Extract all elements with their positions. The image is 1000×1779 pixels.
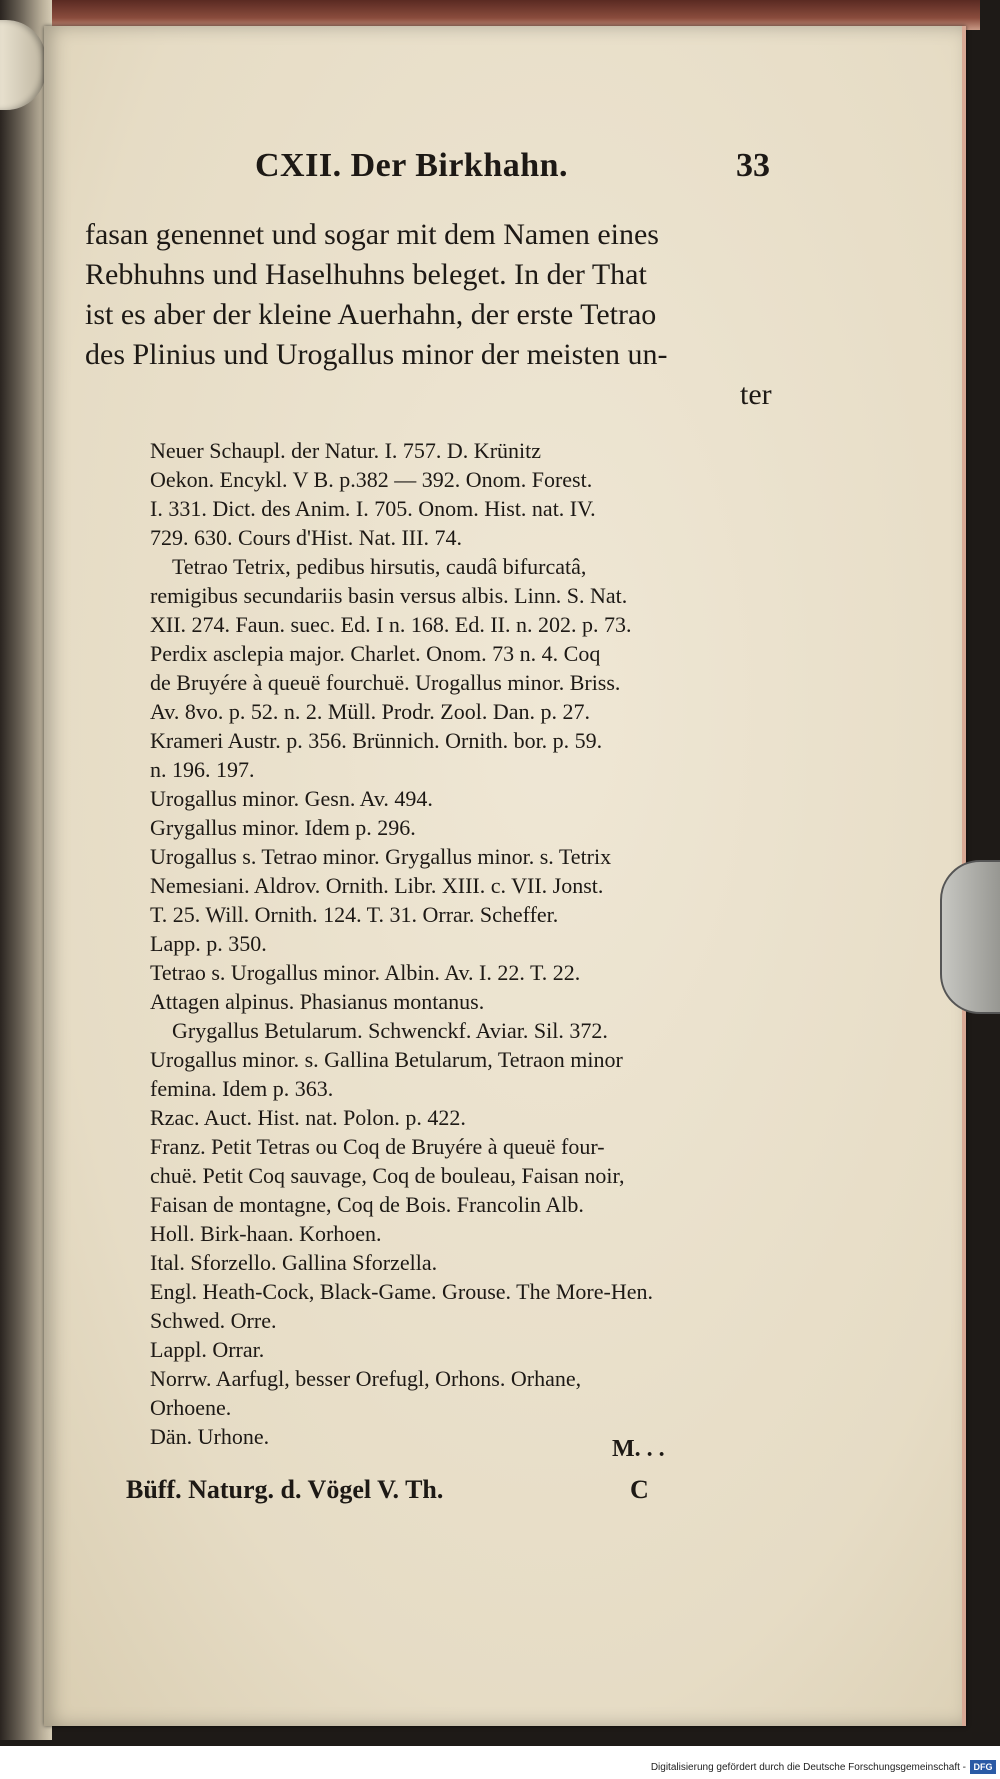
bookmark-clip bbox=[940, 860, 1000, 1014]
footnote-line: Attagen alpinus. Phasianus montanus. bbox=[150, 989, 485, 1014]
footnote-line: Ital. Sforzello. Gallina Sforzella. bbox=[150, 1250, 438, 1275]
footnote-line: Orhoene. bbox=[150, 1395, 232, 1420]
footnote-line: Tetrao s. Urogallus minor. Albin. Av. I. 22. T. 22. bbox=[150, 960, 581, 985]
page-number: 33 bbox=[736, 147, 770, 184]
footnote-line: Neuer Schaupl. der Natur. I. 757. D. Krünitz bbox=[150, 438, 542, 463]
footnote-line: Norrw. Aarfugl, besser Orefugl, Orhons. Orhane, bbox=[150, 1366, 582, 1391]
footnote-line: Rzac. Auct. Hist. nat. Polon. p. 422. bbox=[150, 1105, 466, 1130]
footnote-line: XII. 274. Faun. suec. Ed. I n. 168. Ed. II. n. 202. p. 73. bbox=[150, 612, 632, 637]
body-line: ter bbox=[740, 378, 772, 411]
signature-mark: C bbox=[630, 1475, 649, 1504]
footnote-line: Dän. Urhone. bbox=[150, 1424, 270, 1449]
dfg-logo-icon: DFG bbox=[970, 1760, 996, 1774]
footnote-line: Grygallus minor. Idem p. 296. bbox=[150, 815, 416, 840]
footnote-line: Grygallus Betularum. Schwenckf. Aviar. Sil. 372. bbox=[172, 1018, 608, 1043]
signature-title: Büff. Naturg. d. Vögel V. Th. bbox=[126, 1475, 444, 1504]
catchword: M. . . bbox=[612, 1436, 665, 1462]
footnote-line: Holl. Birk-haan. Korhoen. bbox=[150, 1221, 382, 1246]
footnote-line: Perdix asclepia major. Charlet. Onom. 73 n. 4. Coq bbox=[150, 641, 601, 666]
footnote-line: I. 331. Dict. des Anim. I. 705. Onom. Hist. nat. IV. bbox=[150, 496, 596, 521]
body-line: des Plinius und Urogallus minor der meisten un- bbox=[85, 338, 668, 371]
footnote-line: n. 196. 197. bbox=[150, 757, 255, 782]
footnote-line: Nemesiani. Aldrov. Ornith. Libr. XIII. c. VII. Jonst. bbox=[150, 873, 604, 898]
footnote-line: de Bruyére à queuë fourchuë. Urogallus minor. Briss. bbox=[150, 670, 621, 695]
footnote-line: Franz. Petit Tetras ou Coq de Bruyére à queuë four- bbox=[150, 1134, 605, 1159]
footnote-line: Engl. Heath-Cock, Black-Game. Grouse. The More-Hen. bbox=[150, 1279, 653, 1304]
digitization-credit: Digitalisierung gefördert durch die Deutsche Forschungsgemeinschaft - bbox=[650, 1762, 966, 1773]
footnote-line: Faisan de montagne, Coq de Bois. Francolin Alb. bbox=[150, 1192, 584, 1217]
footnote-line: chuë. Petit Coq sauvage, Coq de bouleau, Faisan noir, bbox=[150, 1163, 625, 1188]
footnote-line: Urogallus s. Tetrao minor. Grygallus minor. s. Tetrix bbox=[150, 844, 612, 869]
footnote-line: T. 25. Will. Ornith. 124. T. 31. Orrar. Scheffer. bbox=[150, 902, 559, 927]
footnote-line: Urogallus minor. Gesn. Av. 494. bbox=[150, 786, 433, 811]
footnote-line: Lappl. Orrar. bbox=[150, 1337, 265, 1362]
body-line: Rebhuhns und Haselhuhns beleget. In der That bbox=[85, 258, 647, 291]
footnote-line: remigibus secundariis basin versus albis. Linn. S. Nat. bbox=[150, 583, 628, 608]
footnote-line: Schwed. Orre. bbox=[150, 1308, 277, 1333]
footnote-line: Tetrao Tetrix, pedibus hirsutis, caudâ bifurcatâ, bbox=[172, 554, 587, 579]
footnote-line: Av. 8vo. p. 52. n. 2. Müll. Prodr. Zool. Dan. p. 27. bbox=[150, 699, 590, 724]
footnote-line: femina. Idem p. 363. bbox=[150, 1076, 334, 1101]
footnote-line: Krameri Austr. p. 356. Brünnich. Ornith. bor. p. 59. bbox=[150, 728, 603, 753]
page-header-title: CXII. Der Birkhahn. bbox=[255, 147, 569, 184]
footnote-line: Lapp. p. 350. bbox=[150, 931, 267, 956]
body-line: fasan genennet und sogar mit dem Namen eines bbox=[85, 218, 659, 251]
footnote-line: Oekon. Encykl. V B. p.382 — 392. Onom. Forest. bbox=[150, 467, 593, 492]
body-line: ist es aber der kleine Auerhahn, der erste Tetrao bbox=[85, 298, 657, 331]
footnote-line: 729. 630. Cours d'Hist. Nat. III. 74. bbox=[150, 525, 462, 550]
footnote-line: Urogallus minor. s. Gallina Betularum, Tetraon minor bbox=[150, 1047, 623, 1072]
